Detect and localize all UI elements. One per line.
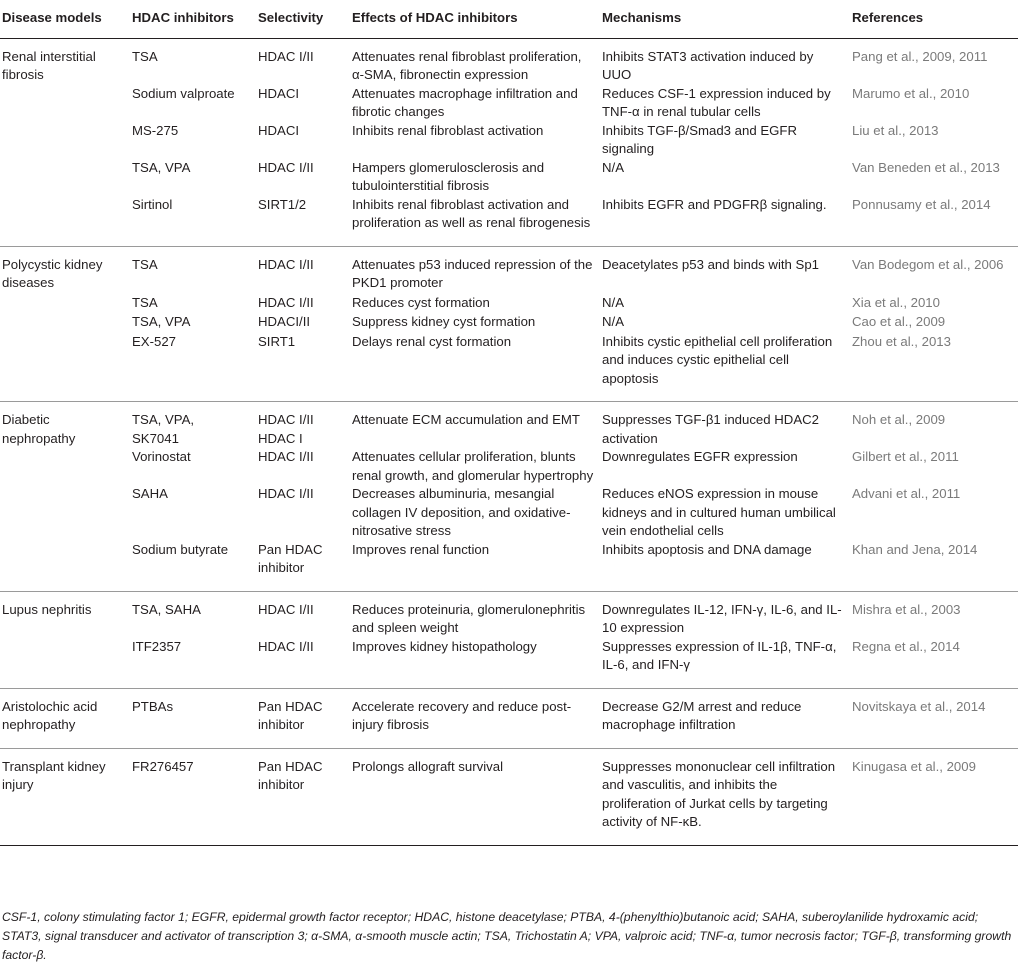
cell-references: Gilbert et al., 2011 bbox=[852, 449, 959, 464]
cell-inhibitor: SAHA bbox=[132, 486, 168, 501]
cell-effects: Inhibits renal fibroblast activation and proliferation as well as renal fibrogenesis bbox=[348, 196, 598, 247]
cell-effects: Attenuates p53 induced repression of the PKD1 promoter bbox=[352, 256, 593, 290]
cell-effects: Delays renal cyst formation bbox=[348, 332, 598, 402]
cell-selectivity: HDAC I/II bbox=[258, 256, 314, 272]
cell-inhibitor: Vorinostat bbox=[132, 449, 191, 464]
cell-selectivity: Pan HDAC inhibitor bbox=[254, 748, 348, 845]
cell-inhibitor: TSA, SAHA bbox=[132, 601, 201, 617]
cell-mechanisms: Downregulates IL-12, IFN-γ, IL-6, and IL-10 expression bbox=[602, 601, 842, 635]
cell-effects: Suppress kidney cyst formation bbox=[352, 314, 536, 329]
cell-inhibitor: TSA, VPA bbox=[132, 159, 191, 175]
cell-references: Kinugasa et al., 2009 bbox=[848, 748, 1018, 845]
cell-inhibitor: TSA bbox=[132, 256, 158, 272]
cell-mechanisms: N/A bbox=[602, 294, 624, 310]
cell-references: Ponnusamy et al., 2014 bbox=[848, 196, 1018, 247]
cell-selectivity: HDACI bbox=[258, 122, 300, 138]
cell-mechanisms: Decrease G2/M arrest and reduce macrophage infiltration bbox=[598, 688, 848, 748]
cell-mechanisms: Inhibits TGF-β/Smad3 and EGFR signaling bbox=[602, 122, 797, 156]
table-row bbox=[0, 38, 1018, 85]
table-row bbox=[0, 541, 1018, 592]
cell-selectivity: HDAC I/II bbox=[258, 601, 314, 617]
cell-inhibitor: EX-527 bbox=[128, 332, 254, 402]
cell-disease-model bbox=[0, 332, 128, 402]
cell-inhibitor: TSA, VPA, SK7041 bbox=[132, 412, 195, 446]
table-row bbox=[0, 748, 1018, 845]
cell-mechanisms: N/A bbox=[602, 159, 624, 175]
cell-effects: Improves renal function bbox=[348, 541, 598, 592]
cell-disease-model: Aristolochic acid nephropathy bbox=[0, 688, 128, 748]
cell-effects: Decreases albuminuria, mesangial collagen IV deposition, and oxidative-nitrosative stress bbox=[352, 486, 571, 538]
table-header-row bbox=[0, 0, 1018, 38]
cell-references: Marumo et al., 2010 bbox=[852, 85, 970, 101]
cell-disease-model bbox=[0, 122, 128, 159]
cell-selectivity: Pan HDAC inhibitor bbox=[254, 541, 348, 592]
cell-mechanisms: Reduces CSF-1 expression induced by TNF-α in renal tubular cells bbox=[602, 85, 831, 119]
cell-inhibitor: PTBAs bbox=[128, 688, 254, 748]
cell-disease-model bbox=[0, 485, 128, 541]
table-row bbox=[0, 246, 1018, 293]
cell-references: Liu et al., 2013 bbox=[852, 122, 939, 138]
cell-disease-model: Polycystic kidney diseases bbox=[2, 256, 103, 290]
cell-mechanisms: Suppresses expression of IL-1β, TNF-α, IL-6, and IFN-γ bbox=[598, 638, 848, 689]
cell-effects: Reduces proteinuria, glomerulonephritis and spleen weight bbox=[352, 601, 586, 635]
cell-disease-model bbox=[0, 448, 128, 485]
cell-inhibitor: Sirtinol bbox=[128, 196, 254, 247]
cell-selectivity: SIRT1 bbox=[254, 332, 348, 402]
cell-references: Zhou et al., 2013 bbox=[848, 332, 1018, 402]
cell-mechanisms: Downregulates EGFR expression bbox=[602, 449, 798, 464]
cell-selectivity: HDAC I/II bbox=[258, 48, 314, 64]
cell-mechanisms: Reduces eNOS expression in mouse kidneys and in cultured human umbilical vein endothelial cells bbox=[602, 486, 836, 538]
header-mechanisms: Mechanisms bbox=[598, 0, 848, 38]
cell-disease-model bbox=[0, 196, 128, 247]
cell-references: Pang et al., 2009, 2011 bbox=[852, 48, 988, 64]
header-selectivity: Selectivity bbox=[254, 0, 348, 38]
cell-disease-model bbox=[0, 541, 128, 592]
cell-selectivity: HDAC I/II HDAC I bbox=[258, 412, 314, 446]
cell-references: Xia et al., 2010 bbox=[852, 294, 940, 310]
cell-references: Mishra et al., 2003 bbox=[852, 601, 961, 617]
cell-mechanisms: Suppresses mononuclear cell infiltration and vasculitis, and inhibits the proliferation of Jurkat cells by targeting activity of NF-κB. bbox=[598, 748, 848, 845]
table-row bbox=[0, 85, 1018, 122]
cell-inhibitor: FR276457 bbox=[128, 748, 254, 845]
cell-disease-model bbox=[0, 312, 128, 332]
cell-selectivity: HDAC I/II bbox=[258, 486, 314, 501]
cell-disease-model bbox=[0, 638, 128, 689]
cell-selectivity: HDACI/II bbox=[258, 314, 311, 329]
table-row bbox=[0, 402, 1018, 449]
cell-disease-model bbox=[0, 159, 128, 196]
cell-effects: Attenuates macrophage infiltration and fibrotic changes bbox=[352, 85, 578, 119]
table-row bbox=[0, 332, 1018, 402]
cell-disease-model: Diabetic nephropathy bbox=[2, 412, 76, 446]
header-references: References bbox=[848, 0, 1018, 38]
cell-mechanisms: N/A bbox=[602, 314, 624, 329]
cell-selectivity: HDAC I/II bbox=[258, 294, 314, 310]
cell-references: Van Beneden et al., 2013 bbox=[852, 159, 1000, 175]
cell-references: Novitskaya et al., 2014 bbox=[848, 688, 1018, 748]
cell-references: Regna et al., 2014 bbox=[848, 638, 1018, 689]
cell-references: Cao et al., 2009 bbox=[852, 314, 946, 329]
cell-effects: Inhibits renal fibroblast activation bbox=[352, 122, 544, 138]
cell-effects: Attenuates cellular proliferation, blunts renal growth, and glomerular hypertrophy bbox=[352, 449, 594, 483]
table-row bbox=[0, 293, 1018, 313]
cell-references: Advani et al., 2011 bbox=[852, 486, 961, 501]
table-footnote: CSF-1, colony stimulating factor 1; EGFR, epidermal growth factor receptor; HDAC, histone deacetylase; PTBA, 4-(phenylthio)butanoic acid; SAHA, suberoylanilide hydroxamic acid; STAT3, signal transducer and activator of transcription 3; α-SMA, α-smooth muscle actin; TSA, Trichostatin A; VPA, valproic acid; TNF-α, tumor necrosis factor; TGF-β, transforming growth factor-β. bbox=[2, 910, 1012, 963]
cell-disease-model bbox=[0, 293, 128, 313]
cell-disease-model: Renal interstitial fibrosis bbox=[2, 48, 96, 82]
cell-mechanisms: Deacetylates p53 and binds with Sp1 bbox=[602, 256, 820, 272]
cell-mechanisms: Inhibits apoptosis and DNA damage bbox=[598, 541, 848, 592]
cell-inhibitor: MS-275 bbox=[132, 122, 179, 138]
table-row bbox=[0, 196, 1018, 247]
table-row bbox=[0, 638, 1018, 689]
cell-effects: Accelerate recovery and reduce post-injury fibrosis bbox=[348, 688, 598, 748]
cell-selectivity: Pan HDAC inhibitor bbox=[254, 688, 348, 748]
cell-disease-model bbox=[0, 85, 128, 122]
header-disease-models: Disease models bbox=[0, 0, 128, 38]
cell-selectivity: HDAC I/II bbox=[258, 159, 314, 175]
cell-effects: Prolongs allograft survival bbox=[348, 748, 598, 845]
cell-inhibitor: TSA, VPA bbox=[132, 314, 191, 329]
table-body bbox=[0, 38, 1018, 845]
header-effects: Effects of HDAC inhibitors bbox=[348, 0, 598, 38]
cell-effects: Improves kidney histopathology bbox=[348, 638, 598, 689]
table-row bbox=[0, 159, 1018, 196]
cell-inhibitor: TSA bbox=[132, 48, 158, 64]
cell-selectivity: HDACI bbox=[258, 85, 300, 101]
cell-mechanisms: Inhibits cystic epithelial cell proliferation and induces cystic epithelial cell apoptosis bbox=[598, 332, 848, 402]
cell-effects: Attenuates renal fibroblast proliferation, α-SMA, fibronectin expression bbox=[352, 48, 582, 82]
cell-inhibitor: Sodium valproate bbox=[132, 85, 235, 101]
table-row bbox=[0, 312, 1018, 332]
cell-mechanisms: Suppresses TGF-β1 induced HDAC2 activation bbox=[602, 412, 819, 446]
table-row bbox=[0, 448, 1018, 485]
cell-mechanisms: Inhibits EGFR and PDGFRβ signaling. bbox=[598, 196, 848, 247]
cell-effects: Attenuate ECM accumulation and EMT bbox=[352, 412, 580, 427]
cell-effects: Reduces cyst formation bbox=[352, 294, 490, 310]
table-row bbox=[0, 591, 1018, 638]
cell-selectivity: HDAC I/II bbox=[258, 449, 314, 464]
cell-mechanisms: Inhibits STAT3 activation induced by UUO bbox=[602, 48, 814, 82]
cell-references: Khan and Jena, 2014 bbox=[848, 541, 1018, 592]
cell-effects: Hampers glomerulosclerosis and tubulointerstitial fibrosis bbox=[352, 159, 545, 193]
table-row bbox=[0, 688, 1018, 748]
cell-selectivity: HDAC I/II bbox=[254, 638, 348, 689]
cell-disease-model: Lupus nephritis bbox=[2, 601, 92, 617]
cell-inhibitor: ITF2357 bbox=[128, 638, 254, 689]
table-row bbox=[0, 485, 1018, 541]
cell-references: Noh et al., 2009 bbox=[852, 412, 946, 427]
cell-inhibitor: TSA bbox=[132, 294, 158, 310]
cell-disease-model: Transplant kidney injury bbox=[0, 748, 128, 845]
table-row bbox=[0, 122, 1018, 159]
cell-selectivity: SIRT1/2 bbox=[254, 196, 348, 247]
cell-inhibitor: Sodium butyrate bbox=[128, 541, 254, 592]
cell-references: Van Bodegom et al., 2006 bbox=[852, 256, 1004, 272]
header-hdac-inhibitors: HDAC inhibitors bbox=[128, 0, 254, 38]
